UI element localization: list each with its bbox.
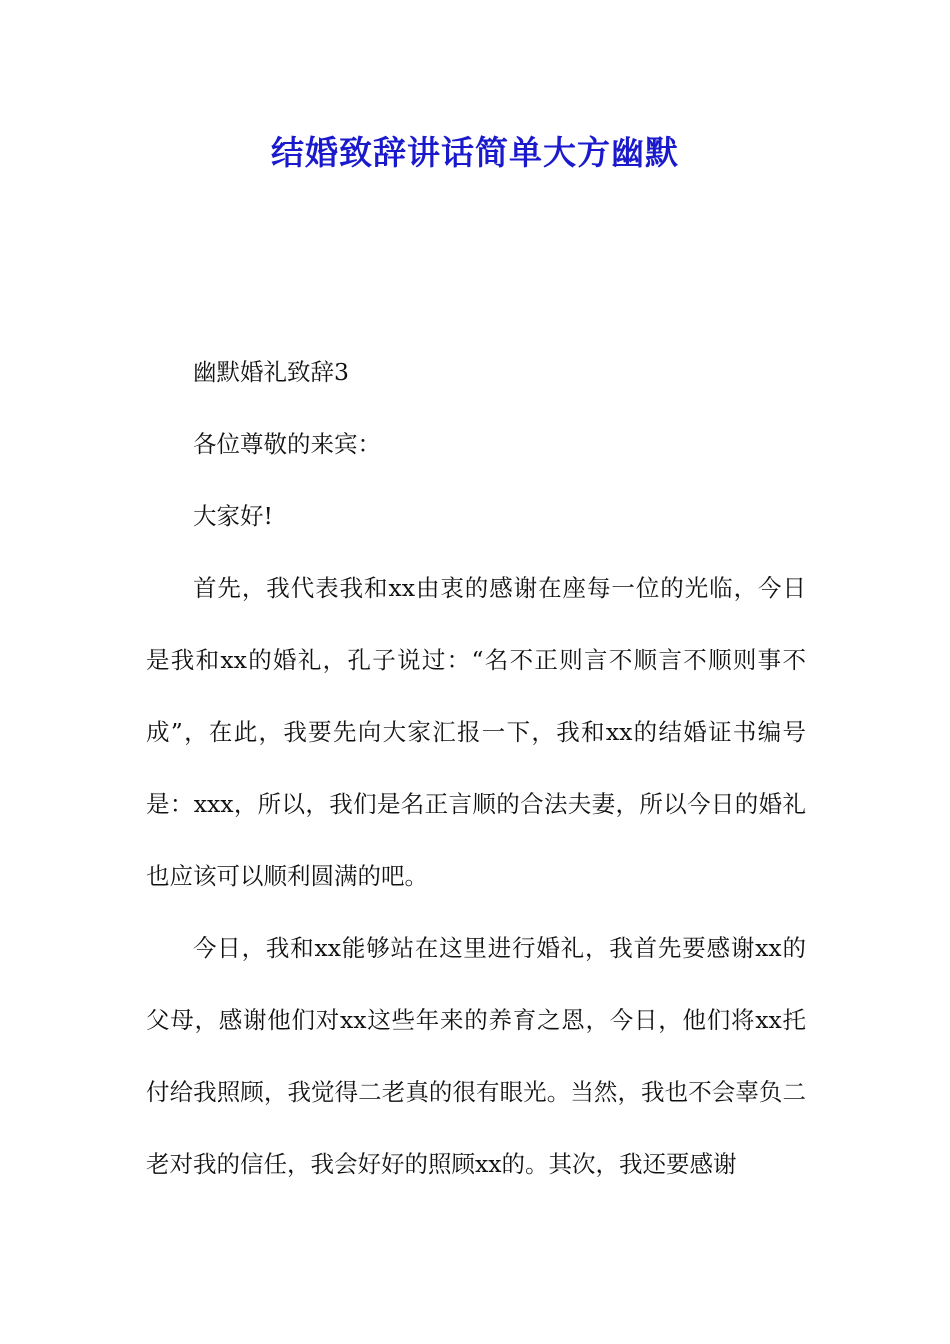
paragraph-body-2: 今日，我和xx能够站在这里进行婚礼，我首先要感谢xx的父母，感谢他们对xx这些年来的养育之恩，今日，他们将xx托付给我照顾，我觉得二老真的很有眼光。当然，我也不会辜负二老对我的信任，我会好好的照顾xx的。其次，我还要感谢 xyxy=(146,934,806,1178)
paragraph-body-1: 首先，我代表我和xx由衷的感谢在座每一位的光临，今日是我和xx的婚礼，孔子说过：“名不正则言不顺言不顺则事不成”，在此，我要先向大家汇报一下，我和xx的结婚证书编号是：xxx，所以，我们是名正言顺的合法夫妻，所以今日的婚礼也应该可以顺利圆满的吧。 xyxy=(146,574,806,890)
paragraph-salutation: 各位尊敬的来宾： xyxy=(193,430,381,458)
paragraph-heading: 幽默婚礼致辞3 xyxy=(193,358,349,386)
document-title: 结婚致辞讲话简单大方幽默 xyxy=(271,133,679,172)
document-body xyxy=(146,336,806,1200)
paragraph-greeting: 大家好! xyxy=(193,502,273,530)
